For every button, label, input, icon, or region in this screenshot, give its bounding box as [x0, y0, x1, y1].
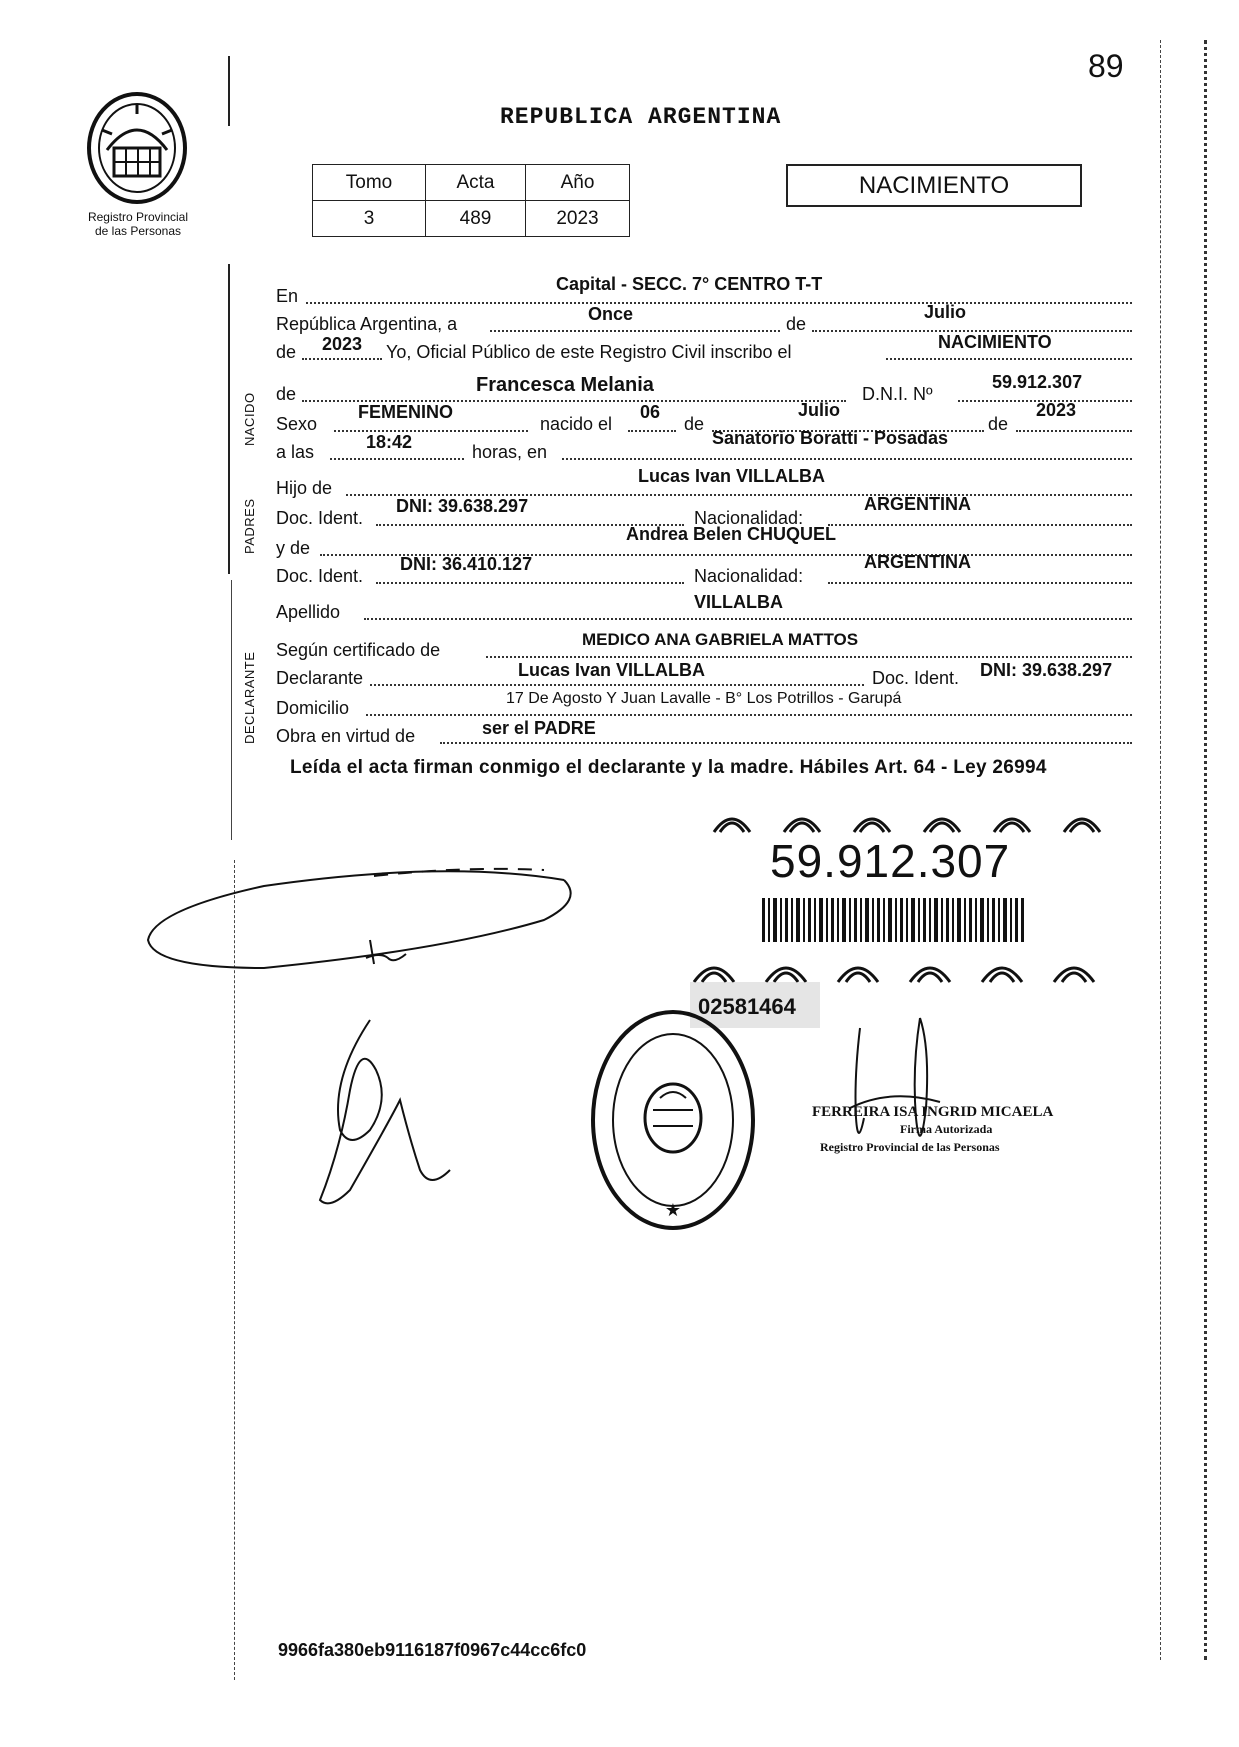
barcode: [762, 898, 1024, 942]
dotted-line: [334, 430, 528, 432]
official-role: Firma Autorizada: [900, 1122, 993, 1136]
label-doc-ident-madre: Doc. Ident.: [276, 566, 364, 586]
header-tomo: Tomo: [313, 165, 426, 201]
value-madre-doc: DNI: 36.410.127: [400, 554, 533, 574]
value-mes: Julio: [924, 302, 967, 322]
value-dni: 59.912.307: [992, 372, 1083, 392]
dotted-line: [302, 358, 382, 360]
dotted-line: [1016, 430, 1132, 432]
official-round-seal: [588, 1006, 758, 1234]
header-anio: Año: [526, 165, 630, 201]
dotted-line: [886, 358, 1132, 360]
value-padre-nac: ARGENTINA: [864, 494, 971, 514]
value-acto: NACIMIENTO: [938, 332, 1052, 352]
label-de-mes: de: [786, 314, 807, 334]
label-obra: Obra en virtud de: [276, 726, 416, 746]
dotted-line: [366, 714, 1132, 716]
dotted-line: [306, 302, 1132, 304]
dotted-line: [828, 582, 1132, 584]
security-pattern-top: [684, 802, 1124, 836]
value-domicilio: 17 De Agosto Y Juan Lavalle - B° Los Potrillos - Garupá: [506, 690, 902, 707]
value-dia-nac: 06: [640, 402, 661, 422]
section-label-declarante: DECLARANTE: [242, 651, 257, 744]
label-de-anio-nac: de: [988, 414, 1009, 434]
label-hijo-de: Hijo de: [276, 478, 333, 498]
label-doc-ident-padre: Doc. Ident.: [276, 508, 364, 528]
dotted-line: [440, 742, 1132, 744]
value-lugar-nac: Sanatorio Boratti - Posadas: [712, 428, 949, 448]
header-acta: Acta: [426, 165, 526, 201]
dotted-line: [562, 458, 1132, 460]
value-anio: 2023: [526, 201, 630, 237]
value-padre: Lucas Ivan VILLALBA: [638, 466, 826, 486]
value-acta: 489: [426, 201, 526, 237]
value-anio-nac: 2023: [1036, 400, 1077, 420]
document-hash: 9966fa380eb9116187f0967c44cc6fc0: [278, 1640, 587, 1660]
left-margin-rule: [234, 860, 235, 1680]
label-en: En: [276, 286, 299, 306]
label-yo: Yo, Oficial Público de este Registro Civil inscribo el: [386, 342, 792, 362]
dotted-line: [330, 458, 464, 460]
value-anio: 2023: [322, 334, 363, 354]
label-republica: República Argentina, a: [276, 314, 458, 334]
value-madre: Andrea Belen CHUQUEL: [626, 524, 837, 544]
section-label-nacido: NACIDO: [242, 392, 257, 446]
left-margin-rule: [228, 56, 230, 126]
label-nacido-el: nacido el: [540, 414, 613, 434]
label-de-mes-nac: de: [684, 414, 705, 434]
record-type-box: NACIMIENTO: [786, 164, 1082, 207]
label-segun: Según certificado de: [276, 640, 441, 660]
dotted-line: [486, 656, 1132, 658]
dni-sticker-number: 59.912.307: [770, 835, 1011, 887]
value-sexo: FEMENINO: [358, 402, 454, 422]
right-margin-rule: [1160, 40, 1161, 1660]
right-margin-rule: [1204, 40, 1207, 1660]
label-domicilio: Domicilio: [276, 698, 350, 718]
value-certificado: MEDICO ANA GABRIELA MATTOS: [582, 630, 859, 649]
dotted-line: [628, 430, 676, 432]
legal-statement: Leída el acta firman conmigo el declarante y la madre. Hábiles Art. 64 - Ley 26994: [290, 757, 1047, 778]
declarant-signature: [144, 840, 624, 970]
official-org: Registro Provincial de las Personas: [820, 1140, 1000, 1154]
dotted-line: [376, 582, 684, 584]
left-margin-rule: [231, 580, 232, 840]
dotted-line: [490, 330, 780, 332]
label-de-year: de: [276, 342, 297, 362]
value-hora: 18:42: [366, 432, 413, 452]
section-label-padres: PADRES: [242, 498, 257, 554]
value-madre-nac: ARGENTINA: [864, 552, 971, 572]
value-lugar: Capital - SECC. 7° CENTRO T-T: [556, 274, 823, 294]
label-declarante: Declarante: [276, 668, 364, 688]
left-margin-rule: [228, 264, 230, 574]
value-mes-nac: Julio: [798, 400, 841, 420]
value-declarante-doc: DNI: 39.638.297: [980, 660, 1113, 680]
registry-label-line1: Registro Provincial: [87, 210, 189, 224]
value-padre-doc: DNI: 39.638.297: [396, 496, 529, 516]
value-dia: Once: [588, 304, 634, 324]
dotted-line: [828, 524, 1132, 526]
label-horas-en: horas, en: [472, 442, 548, 462]
stamp-number-text: 02581464: [698, 994, 796, 1019]
value-tomo: 3: [313, 201, 426, 237]
document-title: REPUBLICA ARGENTINA: [500, 104, 782, 130]
label-doc-ident-declarante: Doc. Ident.: [872, 668, 960, 688]
value-obra: ser el PADRE: [482, 718, 596, 738]
dotted-line: [370, 684, 864, 686]
label-nacionalidad-madre: Nacionalidad:: [694, 566, 804, 586]
label-de-name: de: [276, 384, 297, 404]
value-declarante: Lucas Ivan VILLALBA: [518, 660, 706, 680]
security-pattern-bottom: [684, 952, 1132, 984]
registry-label-line2: de las Personas: [94, 224, 182, 238]
label-y-de: y de: [276, 538, 311, 558]
record-number-table: [312, 164, 630, 237]
label-a-las: a las: [276, 442, 315, 462]
label-dni: D.N.I. Nº: [862, 384, 933, 404]
svg-text:★: ★: [664, 1200, 682, 1221]
dotted-line: [364, 618, 1132, 620]
label-sexo: Sexo: [276, 414, 318, 434]
label-apellido: Apellido: [276, 602, 341, 622]
page-number: 89: [1088, 48, 1124, 84]
registry-label: [68, 210, 208, 238]
value-nombre: Francesca Melania: [476, 374, 654, 396]
province-seal-logo: [82, 90, 192, 210]
value-apellido: VILLALBA: [694, 592, 783, 612]
mother-signature: [310, 1000, 470, 1220]
label-nacionalidad-padre: Nacionalidad:: [694, 508, 804, 528]
official-name: FERREIRA ISA INGRID MICAELA: [812, 1104, 1054, 1120]
